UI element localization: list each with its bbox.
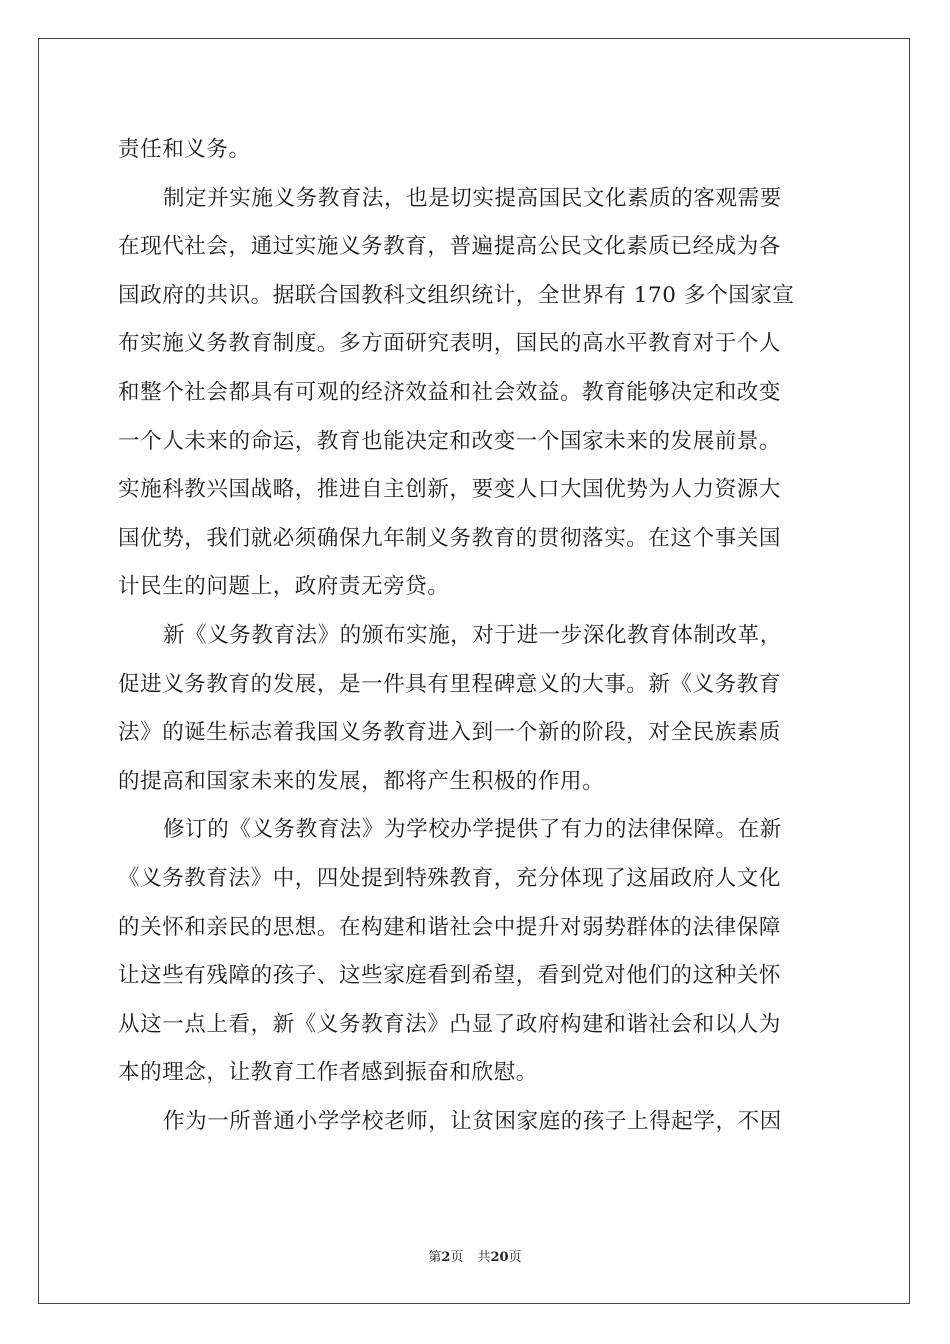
text-line: 的提高和国家未来的发展，都将产生积极的作用。 xyxy=(118,768,605,794)
text-line: 一个人未来的命运，教育也能决定和改变一个国家未来的发展前景。 xyxy=(118,428,782,454)
text-line: 《义务教育法》中，四处提到特殊教育，充分体现了这届政府人文化 xyxy=(118,865,782,891)
page-number: 2 xyxy=(441,1250,451,1265)
text-line: 促进义务教育的发展，是一件具有里程碑意义的大事。新《义务教育 xyxy=(118,671,782,697)
page-prefix: 第 xyxy=(428,1250,442,1265)
text-line: 责任和义务。 xyxy=(118,137,251,162)
text-line: 和整个社会都具有可观的经济效益和社会效益。教育能够决定和改变 xyxy=(118,379,782,405)
text-line: 让这些有残障的孩子、这些家庭看到希望，看到党对他们的这种关怀 xyxy=(118,963,782,989)
paragraph-start-line: 新《义务教育法》的颁布实施，对于进一步深化教育体制改革， xyxy=(163,622,782,648)
paragraph-start-line: 制定并实施义务教育法，也是切实提高国民文化素质的客观需要 xyxy=(163,185,782,211)
text-line: 法》的诞生标志着我国义务教育进入到一个新的阶段，对全民族素质 xyxy=(118,720,782,746)
page-unit: 页 xyxy=(450,1250,464,1265)
paragraph-start-line: 作为一所普通小学学校老师，让贫困家庭的孩子上得起学，不因 xyxy=(163,1108,782,1134)
total-prefix: 共 xyxy=(477,1250,491,1265)
text-line: 在现代社会，通过实施义务教育，普遍提高公民文化素质已经成为各 xyxy=(118,234,782,260)
text-line: 从这一点上看，新《义务教育法》凸显了政府构建和谐社会和以人为 xyxy=(118,1011,782,1037)
text-line: 实施科教兴国战略，推进自主创新，要变人口大国优势为人力资源大 xyxy=(118,477,782,503)
text-line: 国优势，我们就必须确保九年制义务教育的贯彻落实。在这个事关国 xyxy=(118,525,782,551)
text-line: 计民生的问题上，政府责无旁贷。 xyxy=(118,574,450,600)
total-unit: 页 xyxy=(508,1250,522,1265)
paragraph-start-line: 修订的《义务教育法》为学校办学提供了有力的法律保障。在新 xyxy=(163,817,782,843)
page-footer xyxy=(0,1246,950,1265)
text-line: 布实施义务教育制度。多方面研究表明，国民的高水平教育对于个人 xyxy=(118,331,782,357)
text-line: 国政府的共识。据联合国教科文组织统计，全世界有 170 多个国家宣 xyxy=(118,282,795,308)
total-pages: 20 xyxy=(490,1250,509,1265)
text-line: 本的理念，让教育工作者感到振奋和欣慰。 xyxy=(118,1060,538,1086)
document-body xyxy=(118,126,838,1146)
text-line: 的关怀和亲民的思想。在构建和谐社会中提升对弱势群体的法律保障 xyxy=(118,914,782,940)
